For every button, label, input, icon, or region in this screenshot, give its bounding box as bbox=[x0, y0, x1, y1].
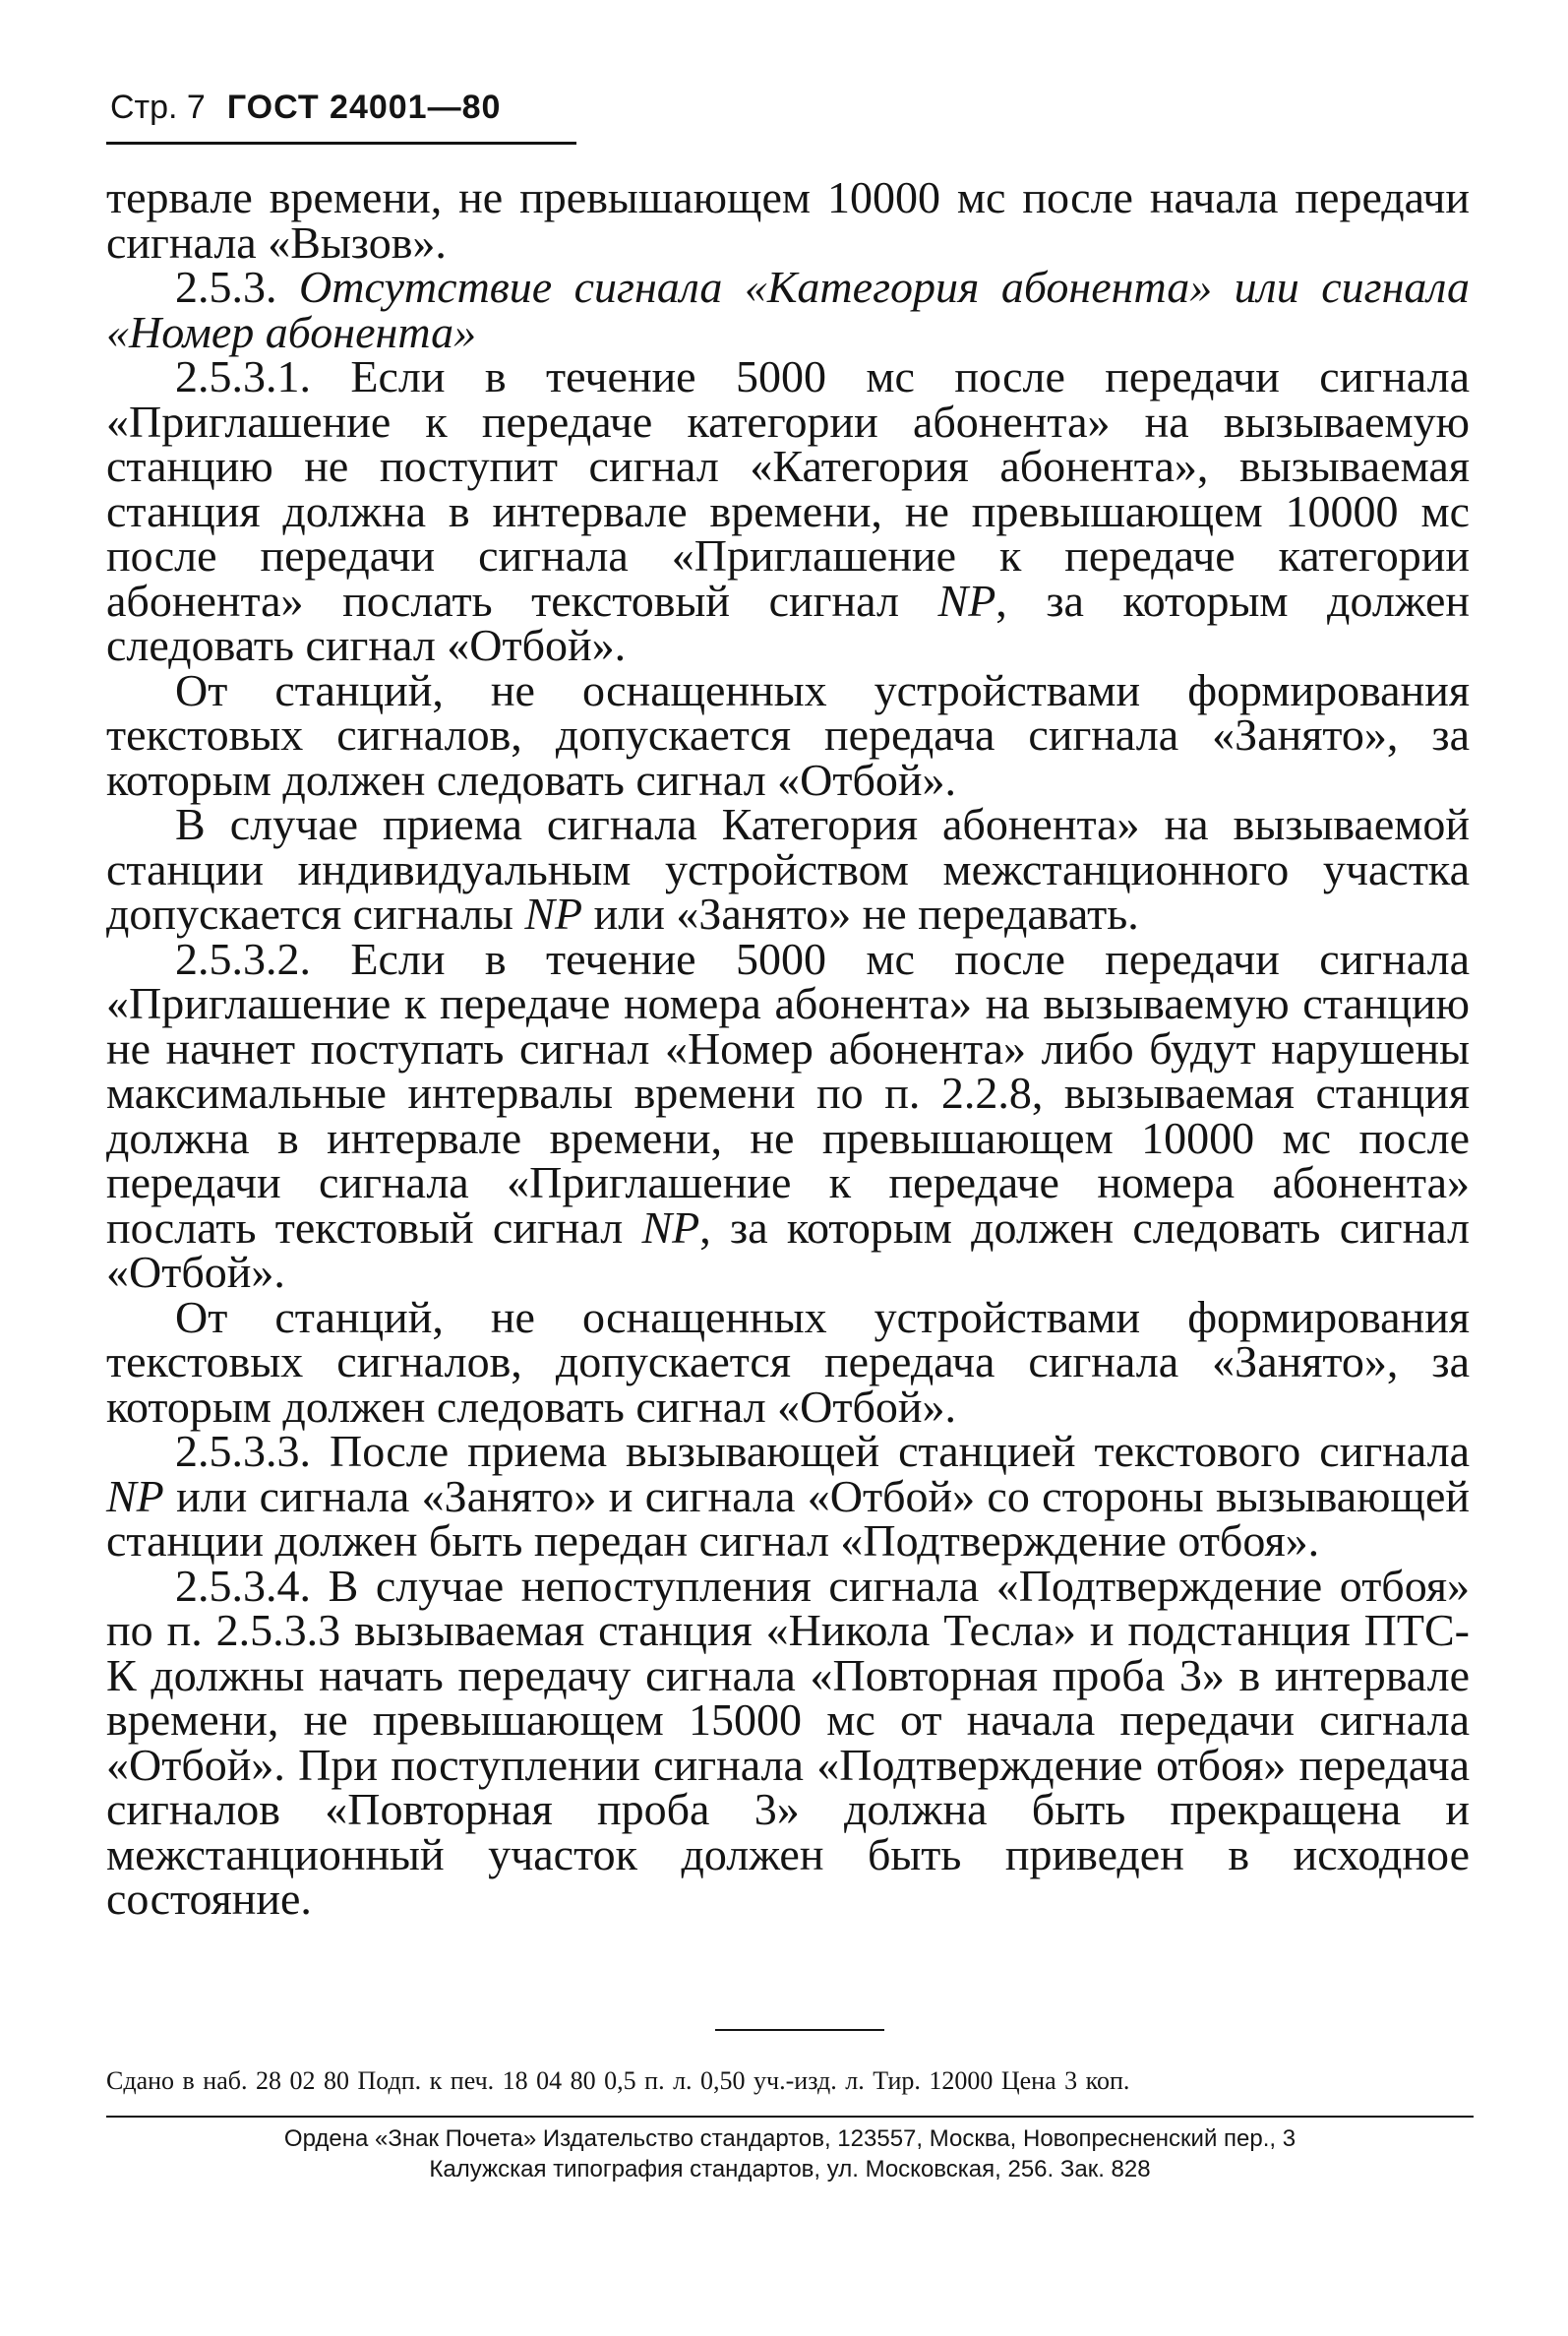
publisher-line: Ордена «Знак Почета» Издательство стандартов, 123557, Москва, Новопресненский пер., 3 bbox=[283, 2125, 1297, 2152]
paragraph bbox=[106, 664, 1470, 805]
paragraph-text: 2.5.3. bbox=[175, 262, 299, 312]
paragraph-text: 2.5.3.1. Если в течение 5000 мс после передачи сигнала «Приглашение к передаче категории абонента» на вызываемую станцию не поступит сигнал «Категория абонента», вызываемая станция должна в интервале времени, не превышающем 10000 мс после передачи сигнала «Приглашение к передаче категории абонента» послать текстовый сигнал bbox=[106, 351, 1470, 626]
paragraph-text: тервале времени, не превышающем 10000 мс после начала передачи сигнала «Вызов». bbox=[106, 172, 1470, 268]
paragraph-text: От станций, не оснащенных устройствами формирования текстовых сигналов, допускается передача сигнала «Занято», за которым должен следовать сигнал «Отбой». bbox=[106, 1291, 1470, 1432]
italic-text: NP bbox=[937, 575, 996, 626]
paragraph bbox=[106, 351, 1471, 670]
paragraph bbox=[106, 1291, 1470, 1432]
page-number: Стр. 7 bbox=[110, 89, 206, 126]
paragraph-text: От станций, не оснащенных устройствами формирования текстовых сигналов, допускается передача сигнала «Занято», за которым должен следовать сигнал «Отбой». bbox=[106, 664, 1470, 805]
italic-text: Отсутствие сигнала «Категория абонента» или сигнала «Номер абонента» bbox=[106, 262, 1471, 357]
paragraph-text: В случае приема сигнала Категория абонента» на вызываемой станции индивидуальным устройством межстанционного участка допускается сигналы bbox=[106, 799, 1470, 939]
paragraph-text: , за которым должен следовать сигнал «Отбой». bbox=[106, 1201, 1470, 1297]
paragraph-text: или «Занято» не передавать. bbox=[582, 889, 1139, 939]
italic-text: NP bbox=[524, 889, 583, 939]
paragraph-text: , за которым должен следовать сигнал «Отбой». bbox=[106, 575, 1471, 670]
paragraph bbox=[106, 799, 1470, 939]
paragraph-text: 2.5.3.4. В случае непоступления сигнала «Подтверждение отбоя» по п. 2.5.3.3 вызываемая станция «Никола Тесла» и подстанция ПТС-К должны начать передачу сигнала «Повторная проба 3» в интервале времени, не превышающем 15000 мс от начала передачи сигнала «Отбой». При поступлении сигнала «Подтверждение отбоя» передача сигналов «Повторная проба 3» должна быть прекращена и межстанционный участок должен быть приведен в исходное состояние. bbox=[106, 1560, 1470, 1924]
imprint-print-details: Сдано в наб. 28 02 80 Подп. к печ. 18 04 80 0,5 п. л. 0,50 уч.-изд. л. Тир. 12000 Цена 3 коп. bbox=[106, 2066, 1130, 2095]
paragraph bbox=[106, 1560, 1470, 1924]
imprint-publisher bbox=[106, 2123, 1474, 2184]
imprint-rule bbox=[106, 2116, 1474, 2118]
paragraph bbox=[106, 933, 1470, 1297]
paragraph-text: или сигнала «Занято» и сигнала «Отбой» со стороны вызывающей станции должен быть передан сигнал «Подтверждение отбоя». bbox=[106, 1470, 1470, 1566]
page-header bbox=[110, 91, 501, 124]
italic-text: NP bbox=[641, 1201, 700, 1253]
paragraph bbox=[106, 1426, 1470, 1566]
paragraph-text: 2.5.3.3. После приема вызывающей станцией текстового сигнала bbox=[175, 1426, 1470, 1476]
italic-text: NP bbox=[106, 1470, 164, 1521]
printer-line: Калужская типография стандартов, ул. Московская, 256. Зак. 828 bbox=[429, 2156, 1151, 2183]
paragraph-text: 2.5.3.2. Если в течение 5000 мс после передачи сигнала «Приглашение к передаче номера абонента» на вызываемую станцию не начнет поступать сигнал «Номер абонента» либо будут нарушены максимальные интервалы времени по п. 2.2.8, вызываемая станция должна в интервале времени, не превышающем 10000 мс после передачи сигнала «Приглашение к передаче номера абонента» послать текстовый сигнал bbox=[106, 933, 1470, 1253]
paragraph bbox=[106, 262, 1471, 357]
standard-designation: ГОСТ 24001—80 bbox=[226, 89, 502, 126]
imprint-separator bbox=[715, 2029, 884, 2031]
paragraph bbox=[106, 172, 1470, 268]
header-rule bbox=[106, 142, 576, 145]
body-text bbox=[106, 172, 1471, 1924]
